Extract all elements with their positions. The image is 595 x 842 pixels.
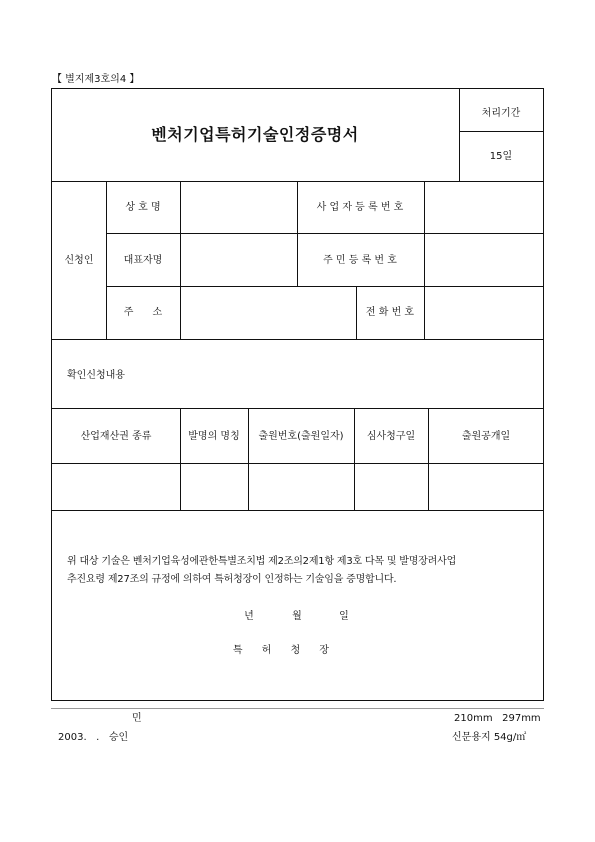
table-header-application-number: 출원번호(출원일자)	[258, 431, 344, 442]
header-period-divider	[459, 131, 544, 132]
page-title: 벤처기업특허기술인정증명서	[151, 125, 359, 144]
label-col-divider	[180, 181, 181, 339]
confirmation-label: 확인신청내용	[67, 370, 125, 381]
table-header-ip-type: 산업재산권 종류	[80, 431, 152, 442]
table-header-exam-request-date: 심사청구일	[366, 431, 416, 442]
date-day: 일	[339, 611, 349, 622]
divider-table-mid	[51, 463, 544, 464]
address-label: 주 소	[123, 307, 163, 318]
divider-applicant	[51, 339, 544, 340]
date-month: 월	[292, 611, 302, 622]
certification-line-2: 추진요령 제27조의 규정에 의하여 특허청장이 인정하는 기술임을 증명합니다.	[67, 574, 397, 585]
table-col-divider-2	[248, 408, 249, 510]
table-header-publication-date: 출원공개일	[461, 431, 511, 442]
applicant-row-divider-1	[106, 233, 544, 234]
applicant-col-divider	[106, 181, 107, 339]
date-year: 년	[244, 611, 254, 622]
footer-paper-type: 신문용지 54g/㎡	[452, 732, 527, 743]
table-col-divider-1	[180, 408, 181, 510]
resident-reg-label: 주 민 등 록 번 호	[323, 255, 397, 266]
processing-period-label: 처리기간	[481, 108, 521, 119]
footer-min-mark: 민	[132, 713, 142, 724]
table-header-invention-name: 발명의 명칭	[188, 431, 240, 442]
address-mid-divider	[356, 286, 357, 339]
footer-paper-size: 210mm 297mm	[454, 713, 541, 724]
form-id: 【 별지제3호의4 】	[52, 74, 140, 85]
mid-col-divider	[297, 181, 298, 286]
company-name-label: 상 호 명	[125, 202, 161, 213]
footer-date-code: 2003. . 승인	[58, 732, 129, 743]
certification-line-1: 위 대상 기술은 벤처기업육성에관한특별조치법 제2조의2제1항 제3호 다목 및 발명장려사업	[67, 556, 457, 567]
applicant-label: 신청인	[64, 255, 94, 266]
header-divider	[459, 88, 460, 182]
divider-table-bottom	[51, 510, 544, 511]
table-col-divider-3	[354, 408, 355, 510]
applicant-row-divider-2	[106, 286, 544, 287]
business-reg-label: 사 업 자 등 록 번 호	[316, 202, 404, 213]
footer-rule	[51, 708, 544, 709]
table-col-divider-4	[428, 408, 429, 510]
right-col-divider	[424, 181, 425, 286]
form-frame	[51, 88, 544, 701]
divider-table-top	[51, 408, 544, 409]
issuer: 특 허 청 장	[232, 645, 338, 656]
phone-label: 전 화 번 호	[365, 307, 415, 318]
address-right-divider	[424, 286, 425, 339]
representative-label: 대표자명	[123, 255, 163, 266]
processing-period-value: 15일	[489, 151, 513, 162]
